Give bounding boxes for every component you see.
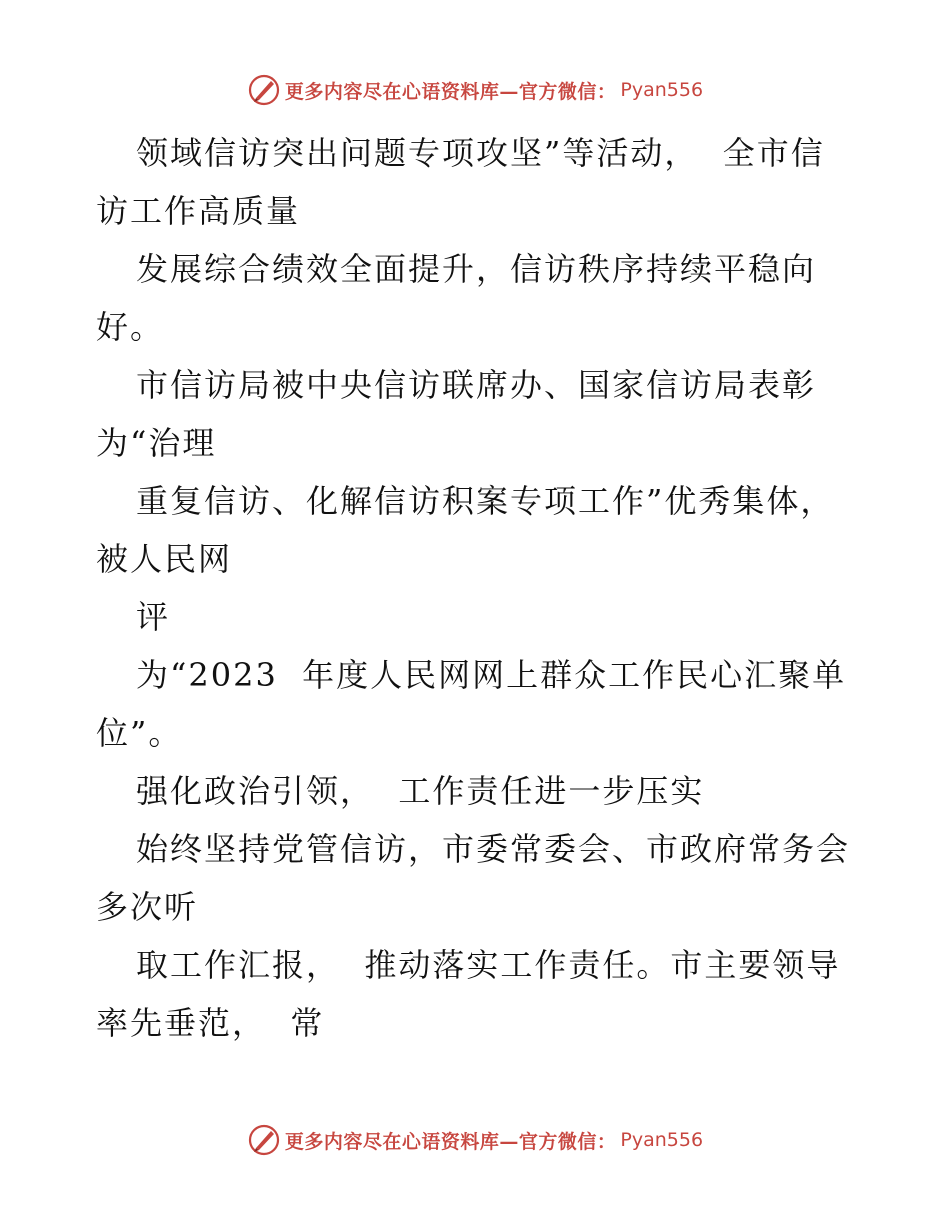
text-line: 市信访局被中央信访联席办、国家信访局表彰 [136, 366, 817, 404]
text-line: 为“治理 [96, 424, 217, 462]
watermark-handle: Pyan556 [620, 79, 704, 101]
text-line: 率先垂范， 常 [96, 1004, 325, 1042]
text-line: 始终坚持党管信访，市委常委会、市政府常务会 [136, 830, 851, 868]
quill-pen-logo-icon [247, 1123, 281, 1157]
text-line: 重复信访、化解信访积案专项工作”优秀集体， [136, 482, 835, 520]
section-heading: 强化政治引领， 工作责任进一步压实 [136, 772, 705, 810]
watermark-handle: Pyan556 [620, 1129, 704, 1151]
header-watermark [0, 72, 950, 108]
text-line: 位”。 [96, 714, 183, 752]
text-line: 取工作汇报， 推动落实工作责任。市主要领导 [136, 946, 841, 984]
quill-pen-logo-icon [247, 73, 281, 107]
text-line: 评 [136, 598, 171, 636]
text-line: 发展综合绩效全面提升，信访秩序持续平稳向 [136, 250, 817, 288]
text-line: 访工作高质量 [96, 192, 301, 230]
watermark-text: 更多内容尽在心语资料库—官方微信： [284, 1130, 617, 1153]
text-line: 多次听 [96, 888, 199, 926]
text-line: 好。 [96, 308, 165, 346]
footer-watermark [0, 1122, 950, 1158]
text-line: 为“2023 年度人民网网上群众工作民心汇聚单 [136, 656, 847, 694]
watermark-text: 更多内容尽在心语资料库—官方微信： [284, 80, 617, 103]
text-line: 被人民网 [96, 540, 233, 578]
document-body [96, 124, 866, 1052]
text-line: 领域信访突出问题专项攻坚”等活动， 全市信 [136, 134, 825, 172]
